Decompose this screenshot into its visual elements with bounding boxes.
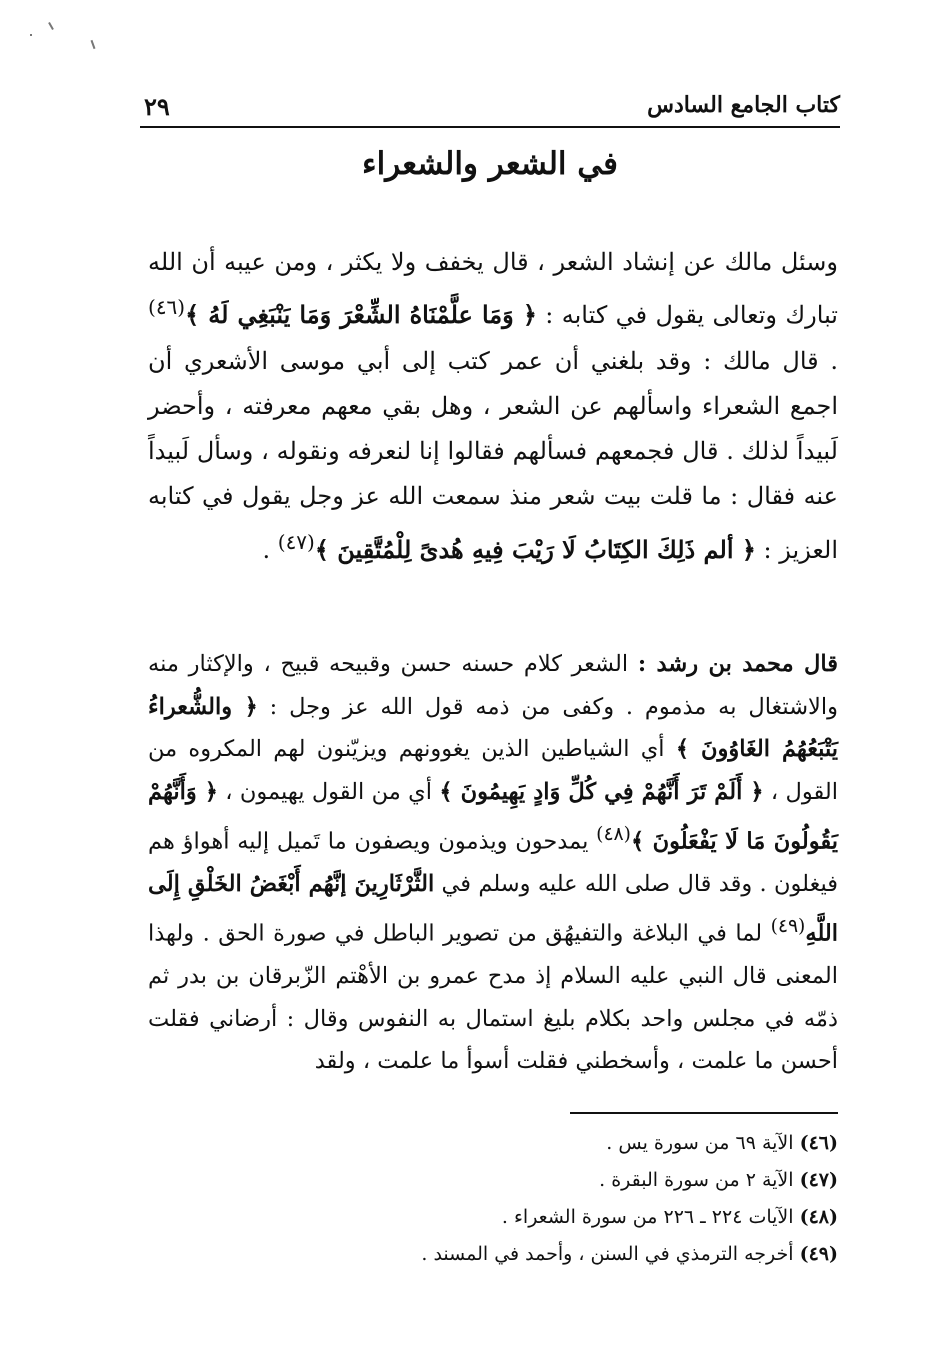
footnote-ref: (٤٩)	[770, 915, 806, 937]
quran-quote: ﴿ والشُّعراءُ يَتْبَعُهُمُ الغَاوُونَ ﴾	[148, 693, 838, 763]
footnote-item	[300, 1163, 838, 1200]
speaker-label: قال محمد بن رشد :	[637, 651, 838, 677]
footnote-number: (٤٦)	[799, 1132, 838, 1154]
scan-speck	[30, 34, 32, 36]
paragraph-text: لما في البلاغة والتفيهُق من تصوير الباطل في صورة الحق . ولهذا المعنى قال النبي عليه السلام إذ مدح عمرو بن الأهْتم الزّبرقان بن بدر ثم ذمّه في مجلس واحد بكلام بليغ استمال به النفوس وقال : أرضاني فقلت أحسن ما علمت ، وأسخطني فقلت أسوأ ما علمت ، ولقد	[148, 920, 838, 1075]
footnote-number: (٤٩)	[799, 1243, 838, 1265]
footnote-ref: (٤٦)	[148, 295, 186, 320]
scan-speck	[91, 40, 96, 49]
footnote-rule	[570, 1112, 838, 1114]
paragraph-text: يمدحون ويذمون ويصفون ما تَميل إليه أهواؤ هم فيغلون . وقد قال صلى الله عليه وسلم في	[148, 828, 838, 898]
page-header	[140, 92, 840, 126]
footnote-text: أخرجه الترمذي في السنن ، وأحمد في المسند .	[421, 1243, 800, 1265]
footnote-ref: (٤٧)	[277, 529, 315, 554]
footnote-item	[300, 1237, 838, 1274]
paragraph-text: وسئل مالك عن إنشاد الشعر ، قال يخفف ولا يكثر ، ومن عيبه أن الله تبارك وتعالى يقول في كتابه :	[148, 248, 838, 330]
chapter-title: في الشعر والشعراء	[362, 146, 618, 182]
footnote-text: الآيات ٢٢٤ ـ ٢٢٦ من سورة الشعراء .	[501, 1206, 800, 1228]
scan-speck	[48, 22, 54, 30]
footnote-text: الآية ٢ من سورة البقرة .	[599, 1169, 800, 1191]
paragraph-text: .	[262, 535, 278, 564]
footnote-text: الآية ٦٩ من سورة يس .	[606, 1132, 800, 1154]
footnote-number: (٤٧)	[799, 1169, 838, 1191]
quran-quote: ﴿ وَأَنَّهُمْ يَقُولُونَ مَا لَا يَفْعَلُونَ ﴾	[148, 779, 839, 855]
hadith-quote: الثَّرْثَارِينَ إنَّهُم أَبْغَضُ الخَلْقِ إِلَى اللَّهِ	[148, 871, 838, 947]
paragraph-text: أي الشياطين الذين يغوونهم ويزيّنون لهم المكروه من القول ،	[148, 736, 838, 806]
footnote-item	[300, 1126, 838, 1163]
quran-quote: ﴿ أَلَمْ تَرَ أَنَّهُمْ فِي كُلِّ وَادٍ يَهِيمُونَ ﴾	[439, 779, 764, 806]
footnotes	[300, 1126, 838, 1274]
paragraph-text: أي من القول يهيمون ،	[217, 779, 440, 806]
page-number: ٢٩	[144, 92, 170, 121]
paragraph-ibn-rushd	[148, 643, 838, 1083]
footnote-number: (٤٨)	[799, 1206, 838, 1228]
header-rule	[140, 126, 840, 128]
footnote-item	[300, 1200, 838, 1237]
quran-quote: ﴿ ألم ذَلِكَ الكِتَابُ لَا رَيْبَ فِيهِ هُدىً لِلْمُتَّقِينَ ﴾	[314, 534, 756, 564]
paragraph-text: . قال مالك : وقد بلغني أن عمر كتب إلى أبي موسى الأشعري أن اجمع الشعراء واسألهم عن الشعر ، وهل بقي معهم معرفته ، وأحضر لَبيداً لذلك . قال فجمعهم فسألهم فقالوا إنا لنعرفه ونقوله ، وسأل لَبيداً عنه فقال : ما قلت بيت شعر منذ سمعت الله عز وجل يقول في كتابه العزيز :	[148, 346, 838, 564]
quran-quote: ﴿ وَمَا علَّمْنَاهُ الشِّعْرَ وَمَا يَنْبَغِي لَهُ ﴾	[185, 300, 537, 330]
footnote-ref: (٤٨)	[596, 823, 631, 845]
running-head: كتاب الجامع السادس	[647, 92, 840, 118]
paragraph-text: الشعر كلام حسنه حسن وقبيحه قبيح ، والإكثار منه والاشتغال به مذموم . وكفى من ذمه قول الله عز وجل :	[148, 651, 838, 720]
paragraph-malik	[148, 240, 838, 573]
